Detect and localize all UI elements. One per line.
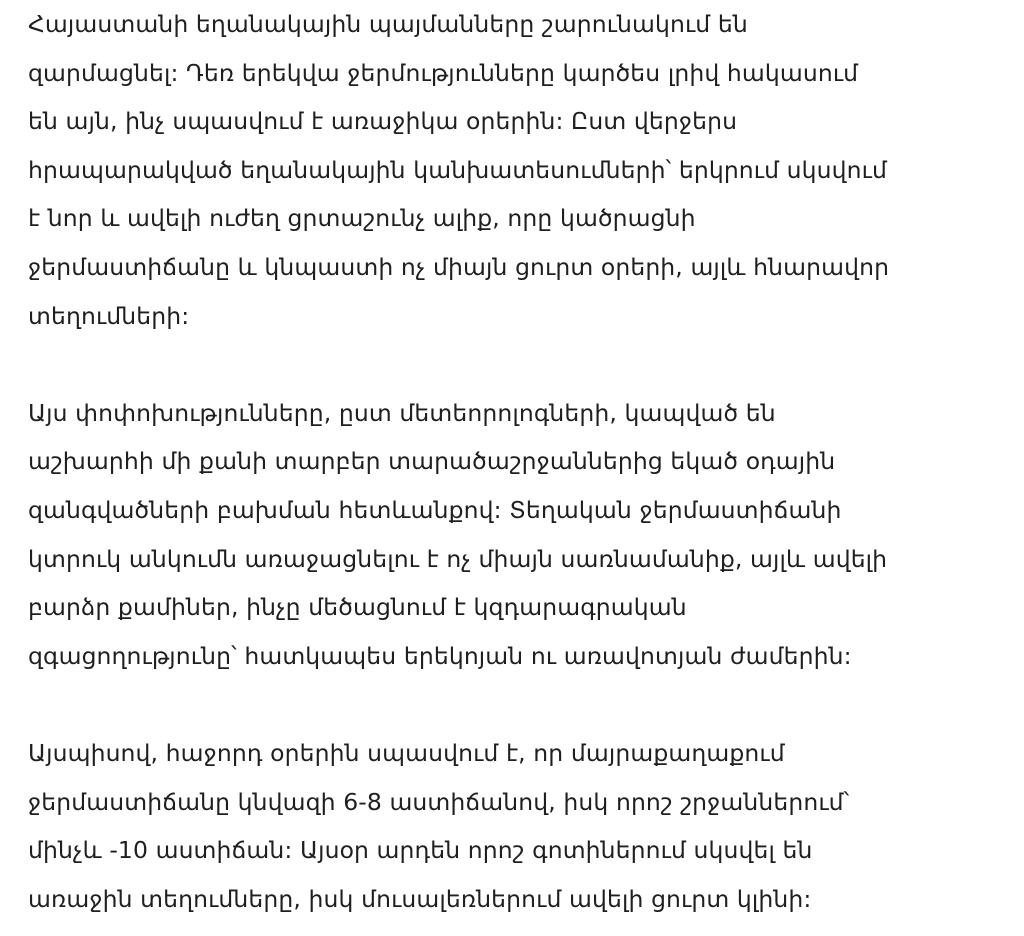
text-line: զարմացնել: Դեռ երեկվա ջերմությունները կարծես լրիվ հակասում: [28, 58, 859, 87]
article-body: [28, 0, 1018, 923]
paragraph-2: [28, 389, 1018, 681]
text-line: ջերմաստիճանը և կնպաստի ոչ միայն ցուրտ օրերի, այլև հնարավոր: [28, 252, 890, 281]
text-line: ջերմաստիճանը կնվազի 6-8 աստիճանով, իսկ որոշ շրջաններում՝: [28, 787, 850, 816]
text-line: զանգվածների բախման հետևանքով: Տեղական ջերմաստիճանի: [28, 495, 842, 524]
text-line: մինչև -10 աստիճան: Այսօր արդեն որոշ գոտիներում սկսվել են: [28, 836, 813, 865]
text-line: տեղումների:: [28, 301, 190, 330]
text-line: Այս փոփոխությունները, ըստ մետեորոլոգների, կապված են: [28, 398, 776, 427]
text-line: Այսպիսով, հաջորդ օրերին սպասվում է, որ մայրաքաղաքում: [28, 738, 785, 767]
text-line: է նոր և ավելի ուժեղ ցրտաշունչ ալիք, որը կածրացնի: [28, 204, 696, 233]
paragraph-1: [28, 0, 1018, 340]
text-line: հրապարակված եղանակային կանխատեսումների՝ երկրում սկսվում: [28, 155, 887, 184]
text-line: զգացողությունը՝ հատկապես երեկոյան ու առավոտյան ժամերին:: [28, 641, 852, 670]
text-line: են այն, ինչ սպասվում է առաջիկա օրերին: Ըստ վերջերս: [28, 107, 738, 136]
text-line: աշխարհի մի քանի տարբեր տարածաշրջաններից եկած օդային: [28, 447, 836, 476]
text-line: բարձր քամիներ, ինչը մեծացնում է կզդարագրական: [28, 593, 687, 622]
text-line: կտրուկ անկումն առաջացնելու է ոչ միայն սառնամանիք, այլև ավելի: [28, 544, 888, 573]
paragraph-3: [28, 729, 1018, 923]
text-line: առաջին տեղումները, իսկ մուսալեռներում ավելի ցուրտ կլինի:: [28, 884, 812, 913]
text-line: Հայաստանի եղանակային պայմանները շարունակում են: [28, 10, 748, 38]
